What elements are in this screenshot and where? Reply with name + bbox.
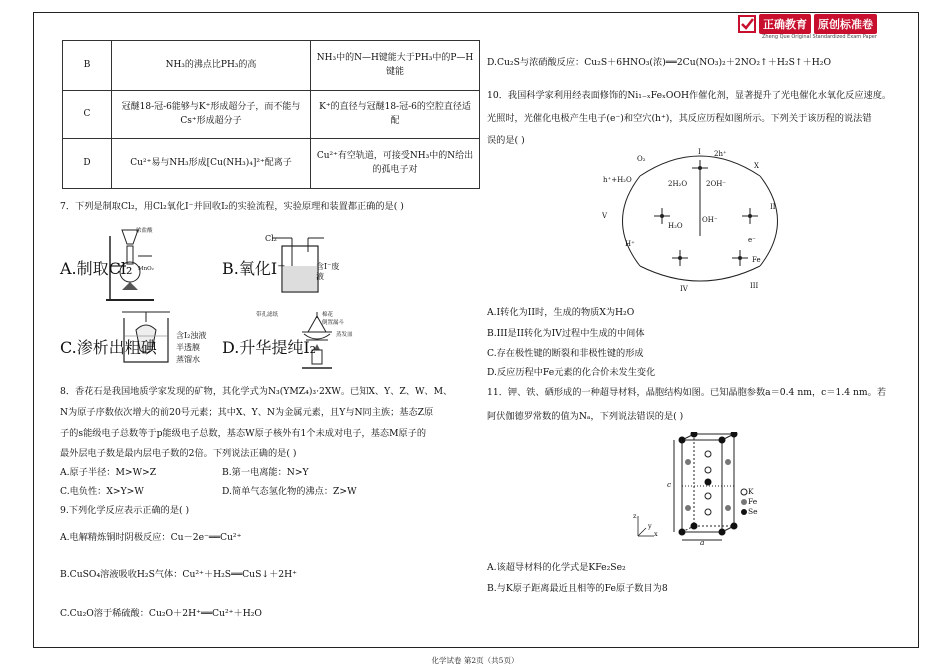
- table-cell-reason: K⁺的直径与冠醚18-冠-6的空腔直径适配: [311, 91, 480, 139]
- table-cell-fact: NH₃的沸点比PH₃的高: [112, 41, 311, 91]
- table-cell-reason: NH₃中的N—H键能大于PH₃中的P—H键能: [311, 41, 480, 91]
- q9-option-a: A.电解精炼铜时阴极反应：Cu－2e⁻══Cu²⁺: [60, 532, 242, 543]
- q11-line1: 11．钾、铁、硒形成的一种超导材料，晶胞结构如图。已知晶胞参数a＝0.4 nm，c＝1.4 nm。若: [487, 387, 887, 398]
- q7-option-b: B.氧化I⁻: [222, 259, 286, 278]
- table-cell-opt: D: [63, 139, 112, 189]
- fig-label-iii: III: [750, 282, 759, 290]
- fig-2h2o: 2H₂O: [668, 180, 688, 188]
- fig-label-v: V: [602, 212, 608, 220]
- q8-option-a: A.原子半径：M>W>Z: [60, 467, 157, 478]
- q9-option-b: B.CuSO₄溶液吸收H₂S气体：Cu²⁺＋H₂S══CuS↓＋2H⁺: [60, 569, 297, 580]
- label-dist-water: 蒸馏水: [176, 355, 200, 364]
- table-cell-fact: Cu²⁺易与NH₃形成[Cu(NH₃)₄]²⁺配离子: [112, 139, 311, 189]
- label-evap-dish: 蒸发皿: [336, 332, 353, 338]
- q11-option-a: A.该超导材料的化学式是KFe₂Se₂: [487, 562, 626, 573]
- q10-line1: 10．我国科学家利用经表面修饰的Ni₁₋ₓFeₓOOH作催化剂，显著提升了光电催化水氧化反应速度。: [487, 90, 892, 101]
- q8-line3: 子的s能级电子总数等于p能级电子总数，基态W原子核外有1个未成对电子，基态M原子的: [60, 428, 427, 439]
- brand-tag: 原创标准卷: [814, 14, 877, 34]
- q10-mechanism-figure: [600, 146, 800, 296]
- q11-option-b: B.与K原子距离最近且相等的Fe原子数目为8: [487, 583, 668, 594]
- q7-option-d: D.升华提纯I₂: [222, 338, 317, 357]
- q7-option-a: A.制取Cl₂: [60, 259, 133, 278]
- q10-option-c: C.存在极性键的断裂和非极性键的形成: [487, 348, 644, 359]
- q7-stem: 7．下列是制取Cl₂，用Cl₂氧化I⁻并回收I₂的实验流程，实验原理和装置都正确的是( ): [60, 201, 404, 212]
- legend-se: Se: [748, 507, 758, 516]
- table-row: [63, 139, 480, 189]
- q11-line2: 阿伏伽德罗常数的值为Nₐ，下列说法错误的是( ): [487, 411, 684, 422]
- fig-h2o: H₂O: [668, 222, 683, 230]
- fig-label-ii: II: [770, 203, 776, 211]
- q8-line2: N为原子序数依次增大的前20号元素；其中X、Y、N为金属元素，且Y与N同主族；基态Z原: [60, 407, 434, 418]
- label-i2-turbid: 含I₂浊液: [176, 331, 207, 340]
- axis-x: x: [654, 530, 658, 538]
- legend-fe: Fe: [748, 497, 758, 506]
- table-cell-opt: B: [63, 41, 112, 91]
- label-conc-hcl: 浓盐酸: [136, 228, 153, 234]
- fig-fe: Fe: [752, 256, 761, 264]
- table-cell-opt: C: [63, 91, 112, 139]
- check-mark-icon: [738, 15, 756, 33]
- label-filter-paper: 带孔滤纸: [256, 312, 279, 318]
- axis-y: y: [648, 522, 652, 530]
- label-cl2: Cl₂: [265, 234, 277, 243]
- table-cell-fact: 冠醚18-冠-6能够与K⁺形成超分子，而不能与Cs⁺形成超分子: [112, 91, 311, 139]
- q8-line1: 8．香花石是我国地质学家发现的矿物，其化学式为N₃(YMZ₄)₃·2XW。已知X、Y、Z、W、M、: [60, 386, 453, 397]
- q11-unit-cell-figure: [632, 432, 762, 552]
- brand-subtitle: Zheng Que Original Standardized Exam Paper: [762, 34, 877, 40]
- q10-line2: 光照时，光催化电极产生电子(e⁻)和空穴(h⁺)，其反应历程如图所示。下列关于该历程的说法错: [487, 113, 872, 124]
- axis-z: z: [633, 512, 637, 520]
- fig-label-i: I: [698, 148, 701, 156]
- question-6-table: [62, 40, 480, 189]
- fig-o2: O₂: [637, 155, 646, 163]
- q10-option-a: A.I转化为II时，生成的物质X为H₂O: [487, 307, 635, 318]
- table-cell-reason: Cu²⁺有空轨道，可接受NH₃中的N给出的孤电子对: [311, 139, 480, 189]
- fig-2hplus: 2h⁺: [714, 150, 727, 158]
- fig-hplus: H⁺: [625, 240, 635, 248]
- table-row: [63, 41, 480, 91]
- q9-stem: 9.下列化学反应表示正确的是( ): [60, 505, 190, 516]
- label-waste: 含I⁻废液: [316, 262, 340, 281]
- label-inverted-funnel: 倒置漏斗: [322, 320, 345, 326]
- fig-label-iv: IV: [680, 285, 688, 293]
- label-mno2: MnO₂: [138, 266, 154, 272]
- fig-eminus: e⁻: [748, 236, 756, 244]
- fig-oh: OH⁻: [702, 216, 718, 224]
- q10-line3: 误的是( ): [487, 135, 525, 146]
- legend-k: K: [748, 487, 754, 496]
- q8-option-c: C.电负性：X>Y>W: [60, 486, 144, 497]
- axis-c: c: [667, 480, 672, 489]
- fig-2oh: 2OH⁻: [706, 180, 726, 188]
- q9-option-d: D.Cu₂S与浓硝酸反应：Cu₂S＋6HNO₃(浓)══2Cu(NO₃)₂＋2NO₂↑＋H₂S↑＋H₂O: [487, 57, 832, 68]
- q8-line4: 最外层电子数是最内层电子数的2倍。下列说法正确的是( ): [60, 448, 297, 459]
- fig-x: X: [754, 162, 759, 170]
- brand-logo: [738, 14, 898, 48]
- fig-h-h2o: h⁺+H₂O: [603, 176, 632, 184]
- q9-option-c: C.Cu₂O溶于稀硫酸：Cu₂O＋2H⁺══Cu²⁺＋H₂O: [60, 608, 262, 619]
- label-cotton: 棉花: [322, 312, 334, 318]
- q8-option-b: B.第一电离能：N>Y: [222, 467, 309, 478]
- brand-name: 正确教育: [759, 14, 811, 34]
- q10-option-b: B.III是II转化为IV过程中生成的中间体: [487, 328, 645, 339]
- table-row: [63, 91, 480, 139]
- page-footer: 化学试卷 第2页（共5页）: [431, 656, 519, 665]
- q7-option-c: C.渗析出粗碘: [60, 338, 157, 357]
- q10-option-d: D.反应历程中Fe元素的化合价未发生变化: [487, 367, 656, 378]
- q8-option-d: D.简单气态氢化物的沸点：Z>W: [222, 486, 357, 497]
- axis-a: a: [700, 538, 705, 547]
- label-membrane: 半透膜: [176, 343, 200, 352]
